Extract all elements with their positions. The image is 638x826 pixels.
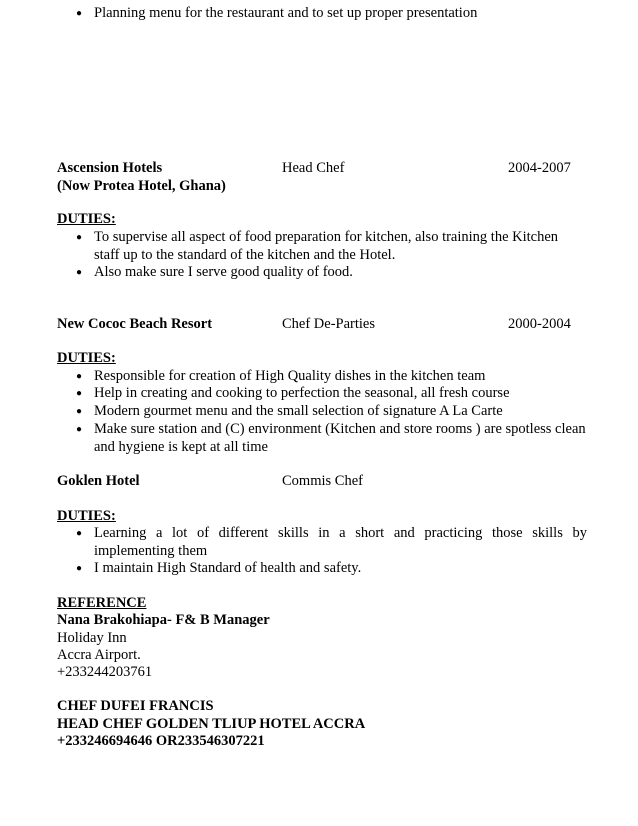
reference-heading: REFERENCE bbox=[57, 595, 147, 611]
reference-location: Accra Airport. bbox=[57, 647, 141, 663]
list-item bbox=[57, 403, 587, 421]
bullet-text: Planning menu for the restaurant and to set up proper presentation bbox=[94, 5, 478, 21]
duties-heading: DUTIES: bbox=[57, 211, 116, 227]
job-employer: New Cococ Beach Resort bbox=[57, 316, 213, 332]
list-item bbox=[57, 560, 587, 578]
bullet-text: Help in creating and cooking to perfection the seasonal, all fresh course bbox=[94, 385, 510, 401]
list-item bbox=[57, 264, 587, 282]
bullet-text: Also make sure I serve good quality of food. bbox=[94, 264, 353, 280]
bullet-icon: ● bbox=[76, 424, 83, 435]
bullet-text: I maintain High Standard of health and safety. bbox=[94, 560, 362, 576]
bullet-icon: ● bbox=[76, 528, 83, 539]
bullet-text: To supervise all aspect of food preparation for kitchen, also training the Kitchen staff up to the standard of the kitchen and the Hotel. bbox=[94, 229, 559, 263]
bullet-text: Learning a lot of different skills in a short and practicing those skills by implementing them bbox=[94, 525, 587, 559]
reference2-phone: +233246694646 OR233546307221 bbox=[57, 733, 265, 749]
job-years: 2004-2007 bbox=[508, 160, 571, 176]
job-employer: Ascension Hotels bbox=[57, 160, 163, 176]
bullet-icon: ● bbox=[76, 267, 83, 278]
duties-heading: DUTIES: bbox=[57, 350, 116, 366]
bullet-icon: ● bbox=[76, 8, 83, 19]
bullet-icon: ● bbox=[76, 371, 83, 382]
bullet-icon: ● bbox=[76, 232, 83, 243]
list-item bbox=[57, 5, 587, 23]
list-item bbox=[57, 229, 587, 264]
job-employer: Goklen Hotel bbox=[57, 473, 140, 489]
job-title: Chef De-Parties bbox=[282, 316, 376, 332]
list-item bbox=[57, 385, 587, 403]
reference2-role: HEAD CHEF GOLDEN TLIUP HOTEL ACCRA bbox=[57, 716, 366, 732]
reference-name: Nana Brakohiapa- F& B Manager bbox=[57, 612, 270, 628]
job-years: 2000-2004 bbox=[508, 316, 571, 332]
bullet-text: Responsible for creation of High Quality dishes in the kitchen team bbox=[94, 368, 486, 384]
reference2-name: CHEF DUFEI FRANCIS bbox=[57, 698, 214, 714]
duties-heading: DUTIES: bbox=[57, 508, 116, 524]
job-employer-note: (Now Protea Hotel, Ghana) bbox=[57, 178, 226, 194]
reference-org: Holiday Inn bbox=[57, 630, 127, 646]
bullet-icon: ● bbox=[76, 388, 83, 399]
job-title: Commis Chef bbox=[282, 473, 363, 489]
list-item bbox=[57, 421, 587, 456]
reference-phone: +233244203761 bbox=[57, 664, 153, 680]
bullet-icon: ● bbox=[76, 563, 83, 574]
list-item bbox=[57, 368, 587, 386]
bullet-icon: ● bbox=[76, 406, 83, 417]
bullet-text: Make sure station and (C) environment (Kitchen and store rooms ) are spotless clean and hygiene is kept at all time bbox=[94, 421, 586, 455]
list-item bbox=[57, 525, 587, 560]
bullet-text: Modern gourmet menu and the small selection of signature A La Carte bbox=[94, 403, 503, 419]
job-title: Head Chef bbox=[282, 160, 345, 176]
